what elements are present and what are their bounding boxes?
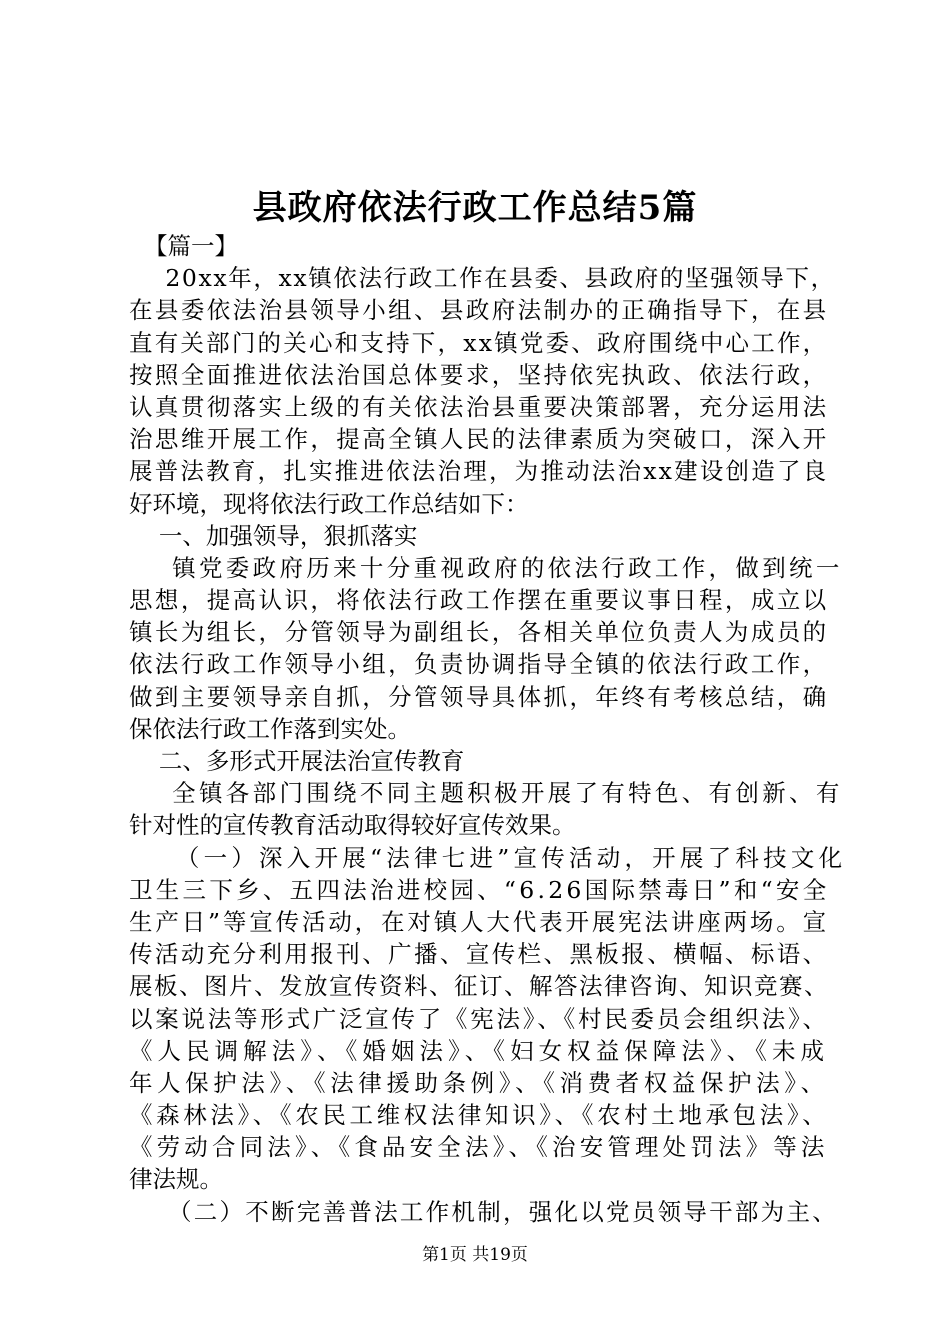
paragraph-line: 《劳动合同法》、《食品安全法》、《治安管理处罚法》等法	[129, 1133, 829, 1162]
paragraph-line: 镇长为组长，分管领导为副组长，各相关单位负责人为成员的	[129, 618, 829, 647]
section-heading-line: 一、加强领导，狠抓落实	[129, 521, 418, 550]
paragraph-line: 传活动充分利用报刊、广播、宣传栏、黑板报、横幅、标语、	[129, 940, 829, 969]
section-heading-line: 【篇一】	[129, 232, 238, 260]
paragraph-line: 针对性的宣传教育活动取得较好宣传效果。	[129, 811, 576, 840]
paragraph-line: 卫生三下乡、五四法治进校园、“6.26国际禁毒日”和“安全	[129, 875, 830, 904]
document-title: 县政府依法行政工作总结5篇	[252, 188, 698, 228]
paragraph-line: 生产日”等宣传活动，在对镇人大代表开展宪法讲座两场。宣	[129, 907, 829, 936]
paragraph-line: 律法规。	[129, 1165, 223, 1194]
paragraph-line: 展普法教育，扎实推进依法治理，为推动法治xx建设创造了良	[129, 457, 829, 486]
paragraph-line: 直有关部门的关心和支持下，xx镇党委、政府围绕中心工作，	[129, 328, 829, 357]
paragraph-line: 年人保护法》、《法律援助条例》、《消费者权益保护法》、	[129, 1068, 829, 1097]
paragraph-line: 《森林法》、《农民工维权法律知识》、《农村土地承包法》、	[129, 1101, 830, 1130]
paragraph-line: （一）深入开展“法律七进”宣传活动，开展了科技文化	[129, 843, 847, 872]
paragraph-line: 做到主要领导亲自抓，分管领导具体抓，年终有考核总结，确	[129, 682, 829, 711]
paragraph-line: 好环境，现将依法行政工作总结如下：	[129, 489, 529, 518]
paragraph-line: 认真贯彻落实上级的有关依法治县重要决策部署，充分运用法	[129, 392, 829, 421]
paragraph-line: 治思维开展工作，提高全镇人民的法律素质为突破口，深入开	[129, 425, 829, 454]
page-footer: 第1页 共19页	[422, 1245, 528, 1265]
paragraph-line: 《人民调解法》、《婚姻法》、《妇女权益保障法》、《未成	[129, 1036, 830, 1065]
paragraph-line: 思想，提高认识，将依法行政工作摆在重要议事日程，成立以	[129, 586, 829, 615]
paragraph-line: 镇党委政府历来十分重视政府的依法行政工作，做到统一	[129, 553, 843, 582]
paragraph-line: 展板、图片、发放宣传资料、征订、解答法律咨询、知识竞赛、	[129, 972, 829, 1001]
paragraph-line: 20xx年，xx镇依法行政工作在县委、县政府的坚强领导下，	[129, 264, 836, 293]
paragraph-line: 依法行政工作领导小组，负责协调指导全镇的依法行政工作，	[129, 650, 829, 679]
paragraph-line: （二）不断完善普法工作机制，强化以党员领导干部为主、	[129, 1197, 838, 1226]
paragraph-line: 保依法行政工作落到实处。	[129, 714, 411, 743]
paragraph-line: 在县委依法治县领导小组、县政府法制办的正确指导下，在县	[129, 296, 829, 325]
document-body	[129, 230, 847, 1228]
section-heading-line: 二、多形式开展法治宣传教育	[129, 747, 465, 775]
paragraph-line: 全镇各部门围绕不同主题积极开展了有特色、有创新、有	[129, 779, 843, 808]
paragraph-line: 以案说法等形式广泛宣传了《宪法》、《村民委员会组织法》、	[129, 1004, 829, 1033]
paragraph-line: 按照全面推进依法治国总体要求，坚持依宪执政、依法行政，	[129, 360, 829, 389]
